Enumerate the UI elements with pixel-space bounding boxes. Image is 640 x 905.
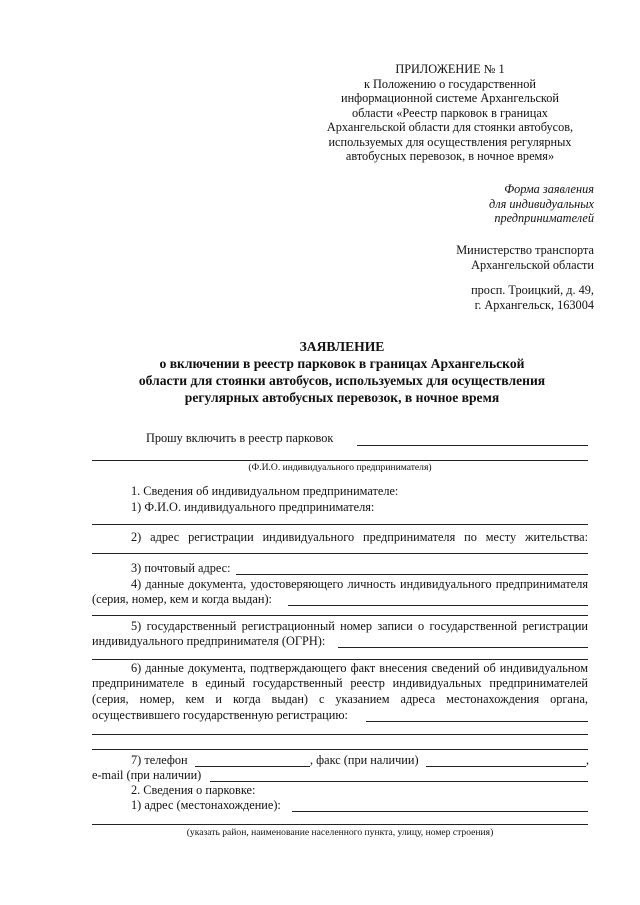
annex-header [300,62,600,164]
item-4-identity-line[interactable] [288,605,588,606]
item-3-postal-address-label: 3) почтовый адрес: [131,561,231,575]
item-2-registration-address-label: 2) адрес регистрации индивидуального предпринимателя по месту жительства: [131,530,588,544]
item-3-postal-line[interactable] [236,574,588,575]
phone-field-line[interactable] [195,766,310,767]
form-note-line: Форма заявления [504,182,594,196]
form-type-note [394,182,594,226]
fio-field-line[interactable] [357,445,588,446]
item-2-address-line[interactable] [92,553,588,554]
item-1-fio-line[interactable] [92,524,588,525]
section-1-heading: 1. Сведения об индивидуальном предпринимателе: [131,484,399,498]
item-5-ogrn-label-2: индивидуального предпринимателя (ОГРН): [92,634,326,648]
addressee-address [334,283,594,313]
item-4-identity-doc-label-2: (серия, номер, кем и когда выдан): [92,592,272,606]
item-6-egrip-line-3[interactable] [92,749,588,750]
title-line: регулярных автобусных перевозок, в ночное время [184,390,500,405]
annex-line: области «Реестр парковок в границах [352,105,548,120]
annex-line: автобусных перевозок, в ночное время» [345,149,555,163]
item-1-fio-label: 1) Ф.И.О. индивидуального предпринимателя: [131,500,375,514]
email-field-line[interactable] [210,781,588,782]
fax-field-line[interactable] [426,766,586,767]
document-title [92,338,592,406]
addressee-line: Архангельской области [471,258,594,272]
form-note-line: для индивидуальных [489,196,594,211]
addressee-line: Министерство транспорта [456,243,594,257]
annex-line: используемых для осуществления регулярных [328,134,572,149]
parking-address-line[interactable] [292,811,588,812]
annex-line: информационной системе Архангельской [341,91,559,105]
fax-comma: , [586,753,590,767]
item-7-phone-label: 7) телефон [131,753,188,767]
item-6-egrip-line-2[interactable] [92,734,588,735]
addressee-ministry [334,243,594,273]
form-note-line: предпринимателей [494,211,594,225]
item-5-ogrn-label: 5) государственный регистрационный номер записи о государственной регистрации [131,619,588,633]
fio-field-line-2[interactable] [92,460,588,461]
item-5-ogrn-line[interactable] [338,647,588,648]
fio-caption: (Ф.И.О. индивидуального предпринимателя) [248,462,432,473]
item-4-identity-line-2[interactable] [92,615,588,616]
item-5-ogrn-line-2[interactable] [92,659,588,660]
title-main: ЗАЯВЛЕНИЕ [299,339,385,354]
email-label: e-mail (при наличии) [92,768,202,782]
parking-address-caption: (указать район, наименование населенного пункта, улицу, номер строения) [186,827,494,838]
item-6-egrip-line[interactable] [366,721,588,722]
fax-label: , факс (при наличии) [310,753,419,767]
item-6-egrip-doc-label-3: (серия, номер, кем и когда выдан) с указанием адреса местонахождения органа, [92,692,588,706]
item-6-egrip-doc-label: 6) данные документа, подтверждающего факт внесения сведений об индивидуальном [131,661,588,675]
addressee-line: просп. Троицкий, д. 49, [471,283,594,297]
item-4-identity-doc-label: 4) данные документа, удостоверяющего личность индивидуального предпринимателя [131,577,588,591]
request-text: Прошу включить в реестр парковок [146,431,334,445]
parking-address-label: 1) адрес (местонахождение): [131,798,281,812]
title-line: о включении в реестр парковок в границах Архангельской [159,356,525,371]
annex-line: Архангельской области для стоянки автобусов, [326,120,574,134]
item-6-egrip-doc-label-4: осуществившего государственную регистрацию: [92,708,348,722]
section-2-heading: 2. Сведения о парковке: [131,783,256,797]
annex-line: к Положению о государственной [364,76,536,91]
annex-number: ПРИЛОЖЕНИЕ № 1 [395,62,505,76]
parking-address-line-2[interactable] [92,824,588,825]
title-line: области для стоянки автобусов, используемых для осуществления [138,373,546,388]
addressee-line: г. Архангельск, 163004 [474,298,594,312]
item-6-egrip-doc-label-2: предпринимателе в единый государственный реестр индивидуальных предпринимателей [92,676,588,690]
